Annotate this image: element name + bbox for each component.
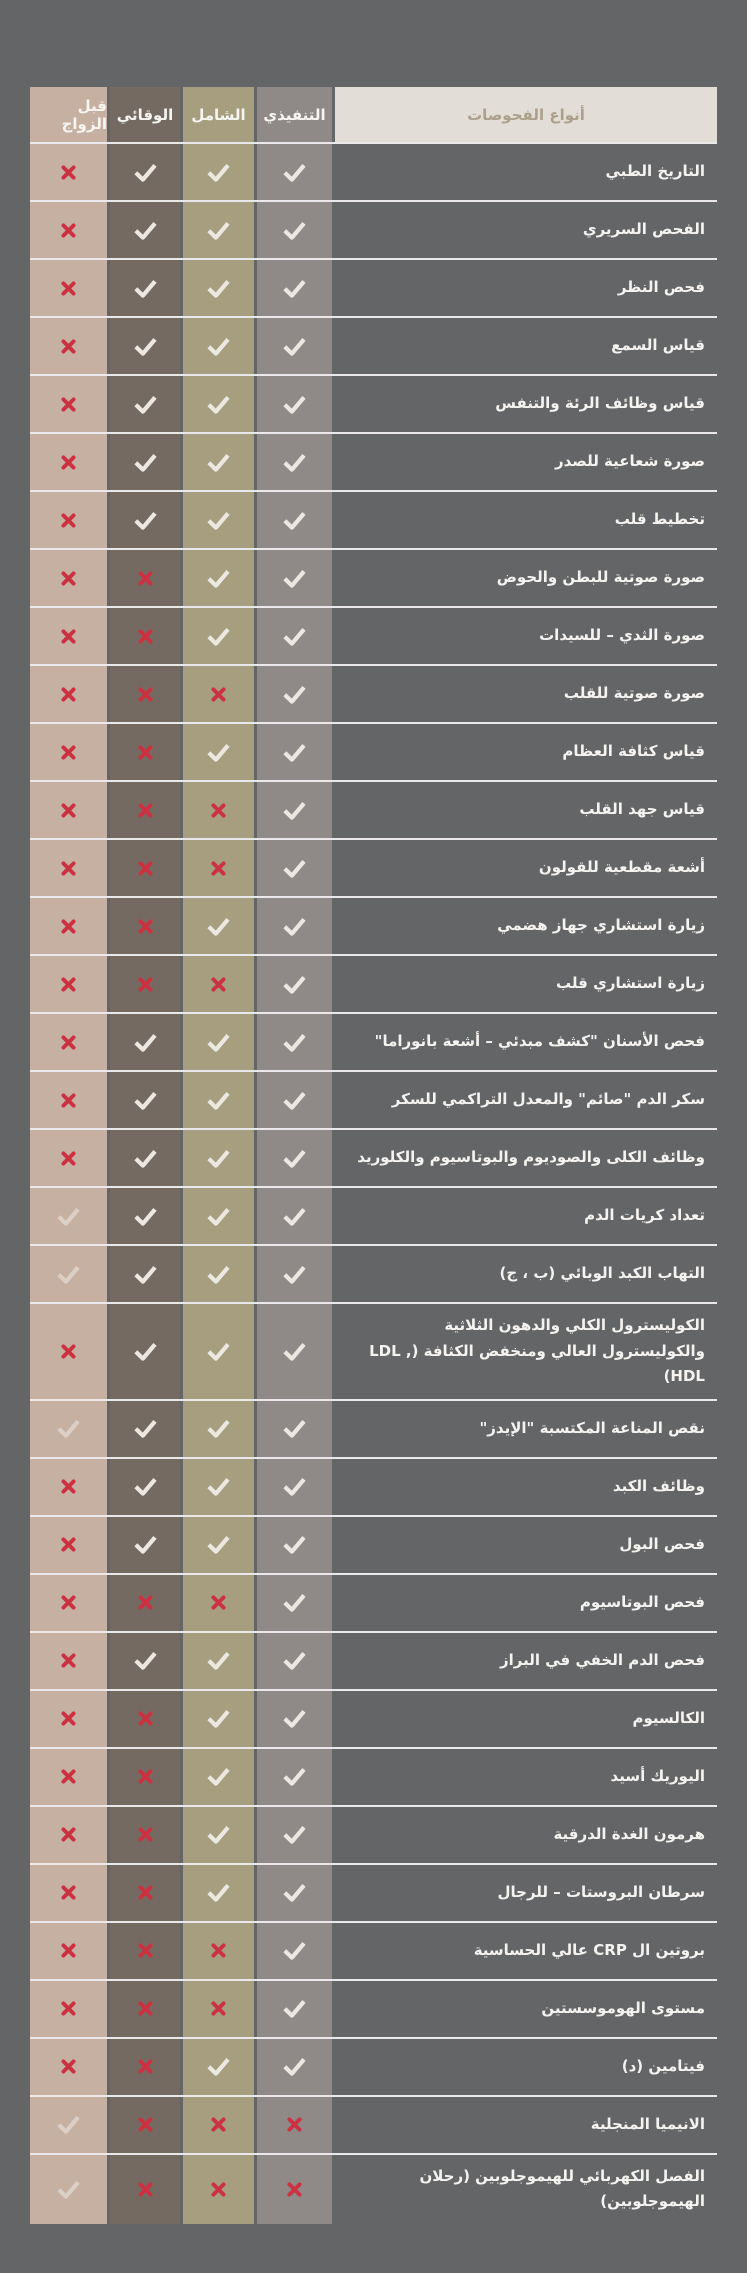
check-icon (257, 1246, 332, 1302)
check-icon (183, 1304, 254, 1399)
cross-icon (30, 1923, 107, 1979)
table-row (30, 1979, 717, 2037)
cross-icon (30, 550, 107, 606)
check-icon (257, 1691, 332, 1747)
check-icon (183, 318, 254, 374)
exam-name: سرطان البروستات – للرجال (497, 1882, 705, 1901)
cross-icon (30, 1517, 107, 1573)
table-row (30, 1921, 717, 1979)
check-icon (110, 434, 180, 490)
exam-name: صورة صوتية للقلب (563, 684, 705, 703)
exam-name: سكر الدم "صائم" والمعدل التراكمي للسكر (391, 1090, 705, 1109)
cross-icon (110, 550, 180, 606)
cross-icon (110, 666, 180, 722)
exam-name: قياس السمع (611, 336, 705, 355)
check-icon (257, 1130, 332, 1186)
table-row (30, 1244, 717, 1302)
cross-icon (30, 898, 107, 954)
check-icon (110, 376, 180, 432)
check-icon (183, 1014, 254, 1070)
check-icon (30, 1401, 107, 1457)
table-row (30, 606, 717, 664)
check-icon (183, 1633, 254, 1689)
cross-icon (30, 1749, 107, 1805)
table-row (30, 1515, 717, 1573)
cross-icon (30, 260, 107, 316)
exam-name: التهاب الكبد الوبائي (ب ، ج) (499, 1264, 705, 1283)
column-header-premarital: قبل الزواج (30, 87, 107, 142)
exam-name: الانيميا المنجلية (590, 2114, 705, 2133)
check-icon (183, 1072, 254, 1128)
cross-icon (30, 724, 107, 780)
check-icon (183, 1188, 254, 1244)
exam-name: وظائف الكلى والصوديوم والبوتاسيوم والكلوريد (357, 1148, 705, 1167)
exam-name: صورة الثدي – للسيدات (539, 626, 705, 645)
table-row (30, 1302, 717, 1399)
check-icon (257, 724, 332, 780)
check-icon (110, 1072, 180, 1128)
table-row (30, 1631, 717, 1689)
cross-icon (110, 724, 180, 780)
check-icon (183, 202, 254, 258)
table-row (30, 896, 717, 954)
table-row (30, 1128, 717, 1186)
check-icon (183, 434, 254, 490)
check-icon (183, 1246, 254, 1302)
table-row (30, 2037, 717, 2095)
check-icon (257, 1865, 332, 1921)
exam-name: فيتامين (د) (621, 2056, 705, 2075)
table-row (30, 432, 717, 490)
check-icon (110, 1633, 180, 1689)
cross-icon (183, 666, 254, 722)
check-icon (183, 898, 254, 954)
table-row (30, 2153, 717, 2224)
table-row (30, 1689, 717, 1747)
cross-icon (110, 1923, 180, 1979)
exam-name: قياس كثافة العظام (562, 742, 705, 761)
cross-icon (30, 840, 107, 896)
check-icon (110, 1401, 180, 1457)
cross-icon (183, 2155, 254, 2224)
exam-name: بروتين ال CRP عالي الحساسية (473, 1940, 705, 1959)
check-icon (257, 1072, 332, 1128)
column-header-executive: التنفيذي (257, 87, 332, 142)
check-icon (183, 1401, 254, 1457)
column-header-comprehensive: الشامل (183, 87, 254, 142)
cross-icon (30, 1865, 107, 1921)
exam-name: فحص الأسنان "كشف مبدئي – أشعة بانوراما" (374, 1032, 705, 1051)
cross-icon (110, 1865, 180, 1921)
cross-icon (183, 956, 254, 1012)
check-icon (183, 2039, 254, 2095)
check-icon (110, 260, 180, 316)
check-icon (257, 666, 332, 722)
cross-icon (183, 840, 254, 896)
check-icon (110, 1517, 180, 1573)
check-icon (183, 1865, 254, 1921)
table-row (30, 1399, 717, 1457)
check-icon (183, 1517, 254, 1573)
check-icon (257, 434, 332, 490)
table-row (30, 200, 717, 258)
exam-name: الكالسيوم (632, 1708, 705, 1727)
exam-name: مستوى الهوموسستين (541, 1998, 705, 2017)
table-row (30, 1805, 717, 1863)
cross-icon (183, 1981, 254, 2037)
check-icon (257, 1923, 332, 1979)
check-icon (30, 2097, 107, 2153)
table-row (30, 1863, 717, 1921)
table-row (30, 258, 717, 316)
check-icon (257, 318, 332, 374)
cross-icon (110, 898, 180, 954)
check-icon (257, 1517, 332, 1573)
check-icon (257, 144, 332, 200)
cross-icon (30, 376, 107, 432)
cross-icon (30, 1459, 107, 1515)
check-icon (110, 318, 180, 374)
table-row (30, 1012, 717, 1070)
checkup-comparison-table (30, 87, 717, 2224)
check-icon (257, 2039, 332, 2095)
exam-name: قياس جهد القلب (579, 800, 705, 819)
cross-icon (30, 202, 107, 258)
check-icon (257, 1459, 332, 1515)
check-icon (183, 1807, 254, 1863)
cross-icon (110, 2155, 180, 2224)
check-icon (183, 144, 254, 200)
check-icon (110, 1188, 180, 1244)
cross-icon (110, 2097, 180, 2153)
cross-icon (110, 1749, 180, 1805)
table-row (30, 722, 717, 780)
check-icon (183, 724, 254, 780)
check-icon (183, 260, 254, 316)
exam-name: فحص البول (619, 1534, 705, 1553)
exam-name: أشعة مقطعية للقولون (538, 858, 705, 877)
column-header-preventive: الوقائي (110, 87, 180, 142)
check-icon (30, 1188, 107, 1244)
table-row (30, 1070, 717, 1128)
cross-icon (110, 782, 180, 838)
check-icon (183, 1130, 254, 1186)
table-row (30, 316, 717, 374)
cross-icon (30, 1304, 107, 1399)
check-icon (183, 608, 254, 664)
check-icon (183, 492, 254, 548)
cross-icon (30, 1691, 107, 1747)
exam-name: صورة شعاعية للصدر (555, 452, 705, 471)
exam-name: الفحص السريري (582, 220, 705, 239)
cross-icon (30, 666, 107, 722)
exam-name: تعداد كريات الدم (584, 1206, 705, 1225)
table-body (30, 142, 717, 2224)
cross-icon (30, 1981, 107, 2037)
check-icon (110, 1246, 180, 1302)
exam-name: فحص الدم الخفي في البراز (500, 1650, 705, 1669)
exam-name: زيارة استشاري جهاز هضمي (497, 916, 705, 935)
cross-icon (30, 1130, 107, 1186)
cross-icon (183, 1923, 254, 1979)
cross-icon (30, 144, 107, 200)
check-icon (30, 2155, 107, 2224)
exam-name: صورة صوتية للبطن والحوض (496, 568, 705, 587)
table-row (30, 490, 717, 548)
cross-icon (30, 318, 107, 374)
table-row (30, 780, 717, 838)
cross-icon (183, 2097, 254, 2153)
cross-icon (110, 1807, 180, 1863)
cross-icon (30, 956, 107, 1012)
cross-icon (110, 840, 180, 896)
cross-icon (30, 2039, 107, 2095)
check-icon (110, 1130, 180, 1186)
table-row (30, 1457, 717, 1515)
check-icon (110, 144, 180, 200)
table-row (30, 2095, 717, 2153)
exam-name: اليوريك أسيد (610, 1766, 705, 1785)
check-icon (110, 1459, 180, 1515)
cross-icon (257, 2097, 332, 2153)
check-icon (183, 1459, 254, 1515)
check-icon (257, 492, 332, 548)
check-icon (257, 260, 332, 316)
check-icon (257, 1981, 332, 2037)
cross-icon (183, 782, 254, 838)
check-icon (257, 608, 332, 664)
table-row (30, 954, 717, 1012)
cross-icon (30, 492, 107, 548)
check-icon (257, 1014, 332, 1070)
cross-icon (110, 1981, 180, 2037)
check-icon (257, 1633, 332, 1689)
check-icon (110, 202, 180, 258)
cross-icon (110, 1575, 180, 1631)
check-icon (257, 1188, 332, 1244)
check-icon (30, 1246, 107, 1302)
cross-icon (183, 1575, 254, 1631)
exam-name: تخطيط قلب (614, 510, 705, 529)
table-row (30, 142, 717, 200)
exam-name: الكوليسترول الكلي والدهون الثلاثية والكوليسترول العالي ومنخفض الكثافة (LDL , HDL) (369, 1316, 705, 1385)
check-icon (110, 1014, 180, 1070)
cross-icon (30, 1633, 107, 1689)
cross-icon (110, 608, 180, 664)
cross-icon (110, 956, 180, 1012)
cross-icon (30, 1014, 107, 1070)
exam-name: وظائف الكبد (612, 1476, 705, 1495)
cross-icon (30, 782, 107, 838)
exam-name: فحص البوتاسيوم (579, 1592, 705, 1611)
exam-name: زيارة استشاري قلب (556, 974, 705, 993)
check-icon (257, 202, 332, 258)
cross-icon (30, 1807, 107, 1863)
exam-name: التاريخ الطبي (605, 162, 705, 181)
check-icon (257, 1304, 332, 1399)
cross-icon (30, 434, 107, 490)
cross-icon (110, 2039, 180, 2095)
cross-icon (30, 1575, 107, 1631)
check-icon (257, 782, 332, 838)
check-icon (257, 376, 332, 432)
table-header-row (30, 87, 717, 142)
exam-name: نقص المناعة المكتسبة "الإيدز" (479, 1418, 705, 1437)
check-icon (257, 1749, 332, 1805)
table-row (30, 838, 717, 896)
check-icon (257, 956, 332, 1012)
check-icon (257, 840, 332, 896)
check-icon (257, 898, 332, 954)
check-icon (183, 1749, 254, 1805)
table-row (30, 1186, 717, 1244)
exam-name: هرمون الغدة الدرقية (553, 1824, 705, 1843)
table-row (30, 664, 717, 722)
table-row (30, 1573, 717, 1631)
check-icon (183, 1691, 254, 1747)
check-icon (183, 550, 254, 606)
exam-name: قياس وظائف الرئة والتنفس (495, 394, 705, 413)
table-row (30, 374, 717, 432)
exam-name: فحص النظر (617, 278, 705, 297)
cross-icon (110, 1691, 180, 1747)
check-icon (257, 1401, 332, 1457)
cross-icon (257, 2155, 332, 2224)
check-icon (110, 492, 180, 548)
check-icon (257, 1807, 332, 1863)
column-header-exam-types: أنواع الفحوصات (335, 87, 717, 142)
check-icon (257, 1575, 332, 1631)
check-icon (257, 550, 332, 606)
cross-icon (30, 608, 107, 664)
table-row (30, 1747, 717, 1805)
check-icon (183, 376, 254, 432)
check-icon (110, 1304, 180, 1399)
table-row (30, 548, 717, 606)
exam-name: الفصل الكهربائي للهيموجلوبين (رحلان الهيموجلوبين) (419, 2166, 705, 2210)
cross-icon (30, 1072, 107, 1128)
